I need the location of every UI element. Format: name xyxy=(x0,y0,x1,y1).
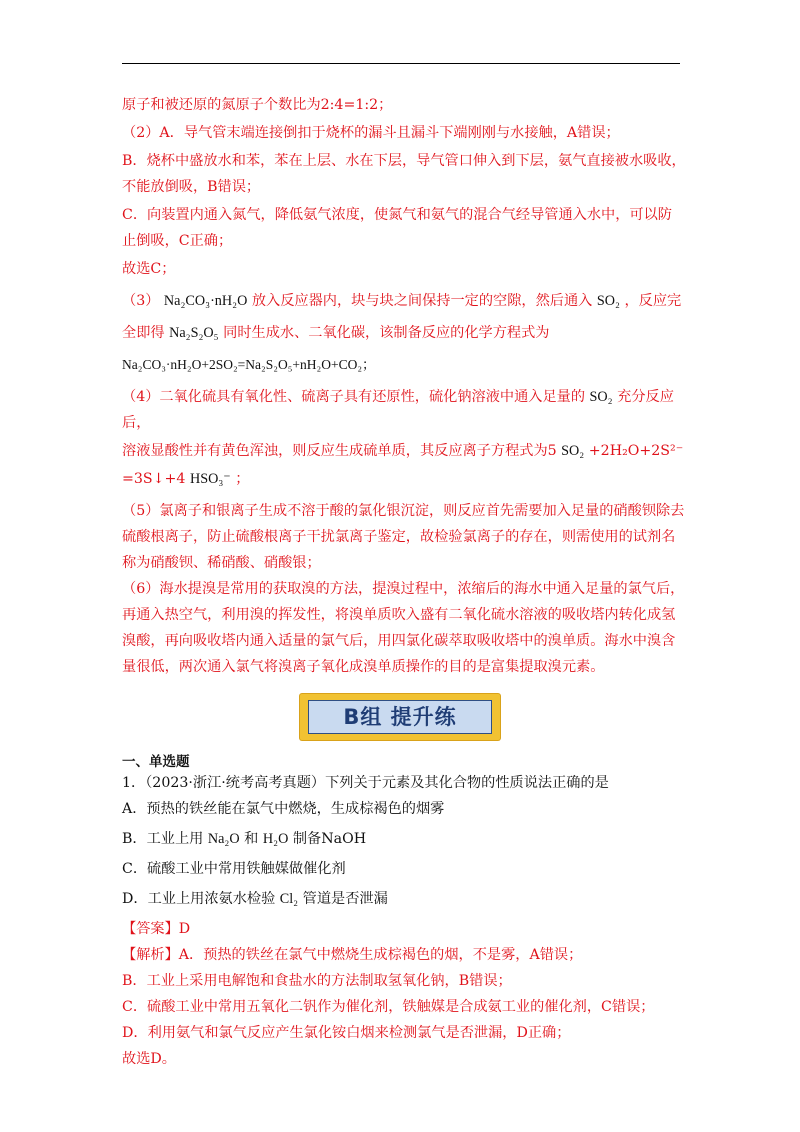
formula: Na₂O xyxy=(207,831,240,847)
text-line: 止倒吸，C正确； xyxy=(122,233,233,249)
text-line: 再通入热空气，利用溴的挥发性，将溴单质吹入盛有二氧化硫水溶液的吸收塔内转化成氢 xyxy=(122,607,676,623)
answer: 【答案】D xyxy=(122,921,191,937)
text-line: （2）A．导气管末端连接倒扣于烧杯的漏斗且漏斗下端刚刚与水接触，A错误； xyxy=(122,125,620,141)
analysis-d: D．利用氨气和氯气反应产生氯化铵白烟来检测氯气是否泄漏，D正确； xyxy=(122,1025,571,1041)
text-line: C．向装置内通入氮气，降低氨气浓度，使氮气和氨气的混合气经导管通入水中，可以防 xyxy=(122,207,672,223)
section-heading: 一、单选题 xyxy=(122,754,190,770)
formula: H₂O xyxy=(262,831,289,847)
text-span: ； xyxy=(235,471,250,487)
q4-line-1 xyxy=(122,384,687,436)
text-line: （5）氯离子和银离子生成不溶于酸的氯化银沉淀，则反应首先需要加入足量的硝酸钡除去 xyxy=(122,503,685,519)
text-span: =3S↓+4 xyxy=(122,471,186,487)
section-banner xyxy=(300,694,500,740)
formula: SO₂ xyxy=(589,389,613,405)
option-d xyxy=(122,884,687,914)
formula: SO₂ xyxy=(596,293,620,309)
text-span: 溶液显酸性并有黄色浑浊，则反应生成硫单质，其反应离子方程式为5 xyxy=(122,443,557,459)
section-banner-wrap xyxy=(122,680,687,752)
final-choice: 故选D。 xyxy=(122,1051,176,1067)
question-1: 1．（2023·浙江·统考高考真题）下列关于元素及其化合物的性质说法正确的是 xyxy=(122,775,609,791)
text-span: 管道是否泄漏 xyxy=(302,891,388,907)
text-line: 量很低，两次通入氯气将溴离子氧化成溴单质操作的目的是富集提取溴元素。 xyxy=(122,659,605,675)
analysis-b: B．工业上采用电解饱和食盐水的方法制取氢氧化钠，B错误； xyxy=(122,973,512,989)
formula: HSO₃⁻ xyxy=(189,471,231,487)
text-line: B．烧杯中盛放水和苯，苯在上层、水在下层，导气管口伸入到下层，氨气直接被水吸收， xyxy=(122,153,686,169)
formula: SO₂ xyxy=(561,443,585,459)
q3-line-2 xyxy=(122,320,687,346)
banner-title: B组 提升练 xyxy=(308,700,492,734)
q4-line-3 xyxy=(122,466,687,492)
text-span: 和 xyxy=(244,831,259,847)
text-line: 原子和被还原的氮原子个数比为2:4=1:2； xyxy=(122,97,393,113)
analysis-a: 【解析】A．预热的铁丝在氯气中燃烧生成棕褐色的烟，不是雾，A错误； xyxy=(122,947,583,963)
formula: Cl₂ xyxy=(279,891,299,907)
text-line: 不能放倒吸，B错误； xyxy=(122,179,261,195)
formula: Na₂CO₃·nH₂O xyxy=(163,293,248,309)
text-span: 制备NaOH xyxy=(292,831,367,847)
document-content xyxy=(122,92,687,1072)
text-line: （6）海水提溴是常用的获取溴的方法，提溴过程中，浓缩后的海水中通入足量的氯气后， xyxy=(122,581,685,597)
text-span: 放入反应器内，块与块之间保持一定的空隙，然后通入 xyxy=(251,293,593,309)
text-span: +2H₂O+2S²⁻ xyxy=(588,443,684,459)
analysis-c: C．硫酸工业中常用五氧化二钒作为催化剂，铁触媒是合成氨工业的催化剂，C错误； xyxy=(122,999,655,1015)
text-span: 充分反应后， xyxy=(122,389,674,431)
text-span: D．工业上用浓氨水检验 xyxy=(122,891,276,907)
text-span: ，反应完 xyxy=(624,293,682,309)
text-line: 溴酸，再向吸收塔内通入适量的氯气后，用四氯化碳萃取吸收塔中的溴单质。海水中溴含 xyxy=(122,633,676,649)
q3-line-1 xyxy=(122,288,687,314)
text-span: 同时生成水、二氧化碳，该制备反应的化学方程式为 xyxy=(223,325,550,341)
header-rule xyxy=(122,63,680,64)
solution-part-a xyxy=(122,92,687,680)
text-span: （4）二氧化硫具有氧化性、硫离子具有还原性，硫化钠溶液中通入足量的 xyxy=(122,389,586,405)
text-line: 故选C； xyxy=(122,261,176,277)
option-c: C．硫酸工业中常用铁触媒做催化剂 xyxy=(122,861,346,877)
formula: Na₂S₂O₅ xyxy=(169,325,219,341)
q4-line-2 xyxy=(122,438,687,464)
text-span: （3） xyxy=(122,293,160,309)
text-line: 硫酸根离子，防止硫酸根离子干扰氯离子鉴定，故检验氯离子的存在，则需使用的试剂名 xyxy=(122,529,676,545)
option-b xyxy=(122,824,687,854)
text-span: 全即得 xyxy=(122,325,165,341)
text-line: 称为硝酸钡、稀硝酸、硝酸银； xyxy=(122,555,321,571)
option-a: A．预热的铁丝能在氯气中燃烧，生成棕褐色的烟雾 xyxy=(122,801,445,817)
q3-equation: Na₂CO₃·nH₂O+2SO₂=Na₂S₂O₅+nH₂O+CO₂； xyxy=(122,357,376,372)
text-span: B．工业上用 xyxy=(122,831,204,847)
answer-analysis xyxy=(122,916,687,1072)
exercise-part-b xyxy=(122,752,687,1072)
